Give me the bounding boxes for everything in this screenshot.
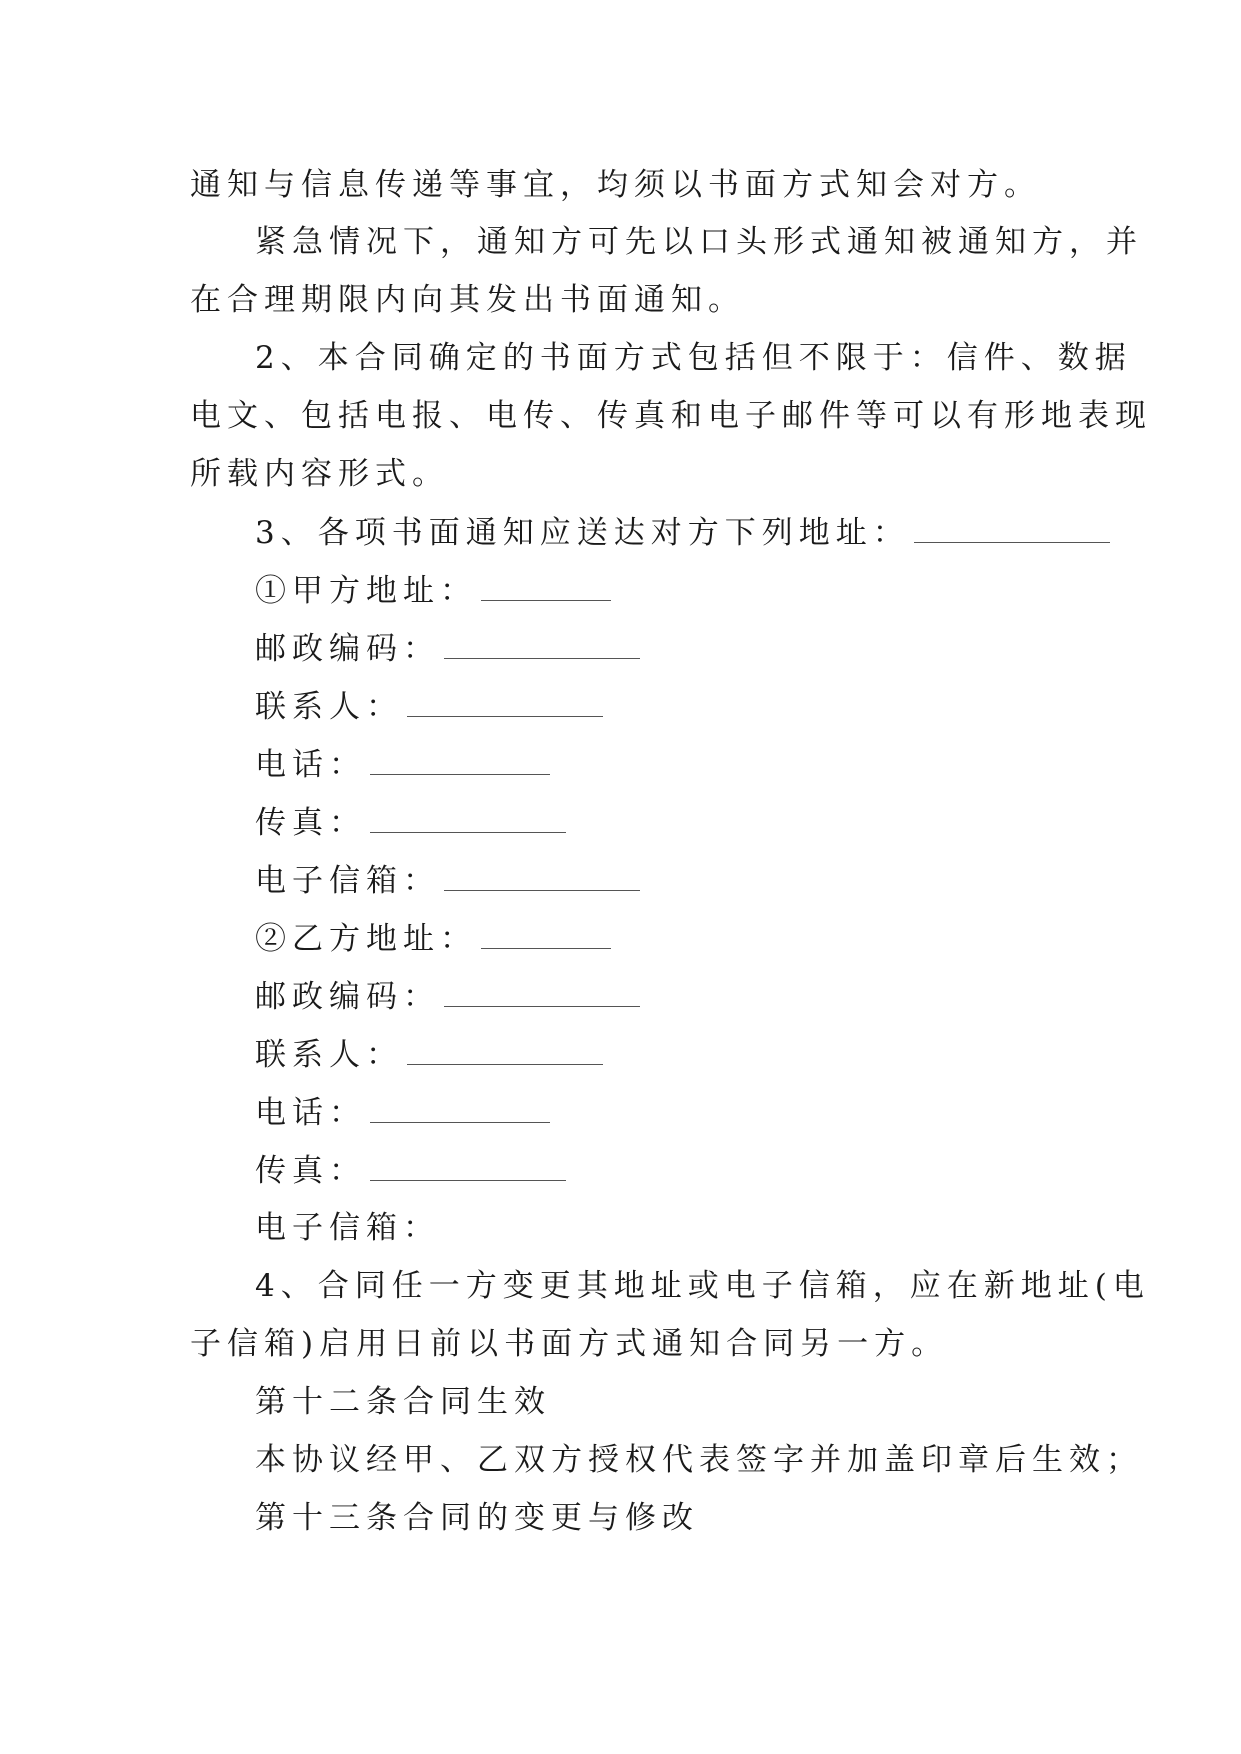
party-b-phone-line xyxy=(255,1092,550,1133)
line-text: 在合理期限内向其发出书面通知。 xyxy=(190,282,745,318)
paragraph-line xyxy=(255,1266,1150,1306)
line-text: 第十二条合同生效 xyxy=(255,1384,551,1420)
fill-in-blank[interactable] xyxy=(370,744,550,775)
party-b-contact-line xyxy=(255,1034,603,1075)
line-text: ①甲方地址： xyxy=(255,573,477,609)
line-text: 联系人： xyxy=(255,689,403,725)
fill-in-blank[interactable] xyxy=(481,918,611,949)
paragraph-line xyxy=(190,280,745,320)
line-text: 本协议经甲、乙双方授权代表签字并加盖印章后生效； xyxy=(255,1442,1143,1478)
party-a-contact-line xyxy=(255,686,603,727)
line-text: 邮政编码： xyxy=(255,631,440,667)
fill-in-blank[interactable] xyxy=(444,860,640,891)
fill-in-blank[interactable] xyxy=(407,686,603,717)
line-text: 所载内容形式。 xyxy=(190,456,449,492)
party-a-phone-line xyxy=(255,744,550,785)
fill-in-blank[interactable] xyxy=(370,1092,550,1123)
fill-in-blank[interactable] xyxy=(444,628,640,659)
line-text: 电话： xyxy=(255,747,366,783)
paragraph-line xyxy=(255,222,1143,262)
line-text: 2、本合同确定的书面方式包括但不限于：信件、数据 xyxy=(255,340,1132,376)
party-a-email-line xyxy=(255,860,640,901)
fill-in-blank[interactable] xyxy=(481,570,611,601)
paragraph-line xyxy=(190,1324,948,1364)
line-text: 4、合同任一方变更其地址或电子信箱，应在新地址(电 xyxy=(255,1268,1150,1304)
article-heading xyxy=(255,1498,699,1538)
line-text: 电文、包括电报、电传、传真和电子邮件等可以有形地表现 xyxy=(190,398,1152,434)
paragraph-line xyxy=(255,1440,1143,1480)
line-text: 3、各项书面通知应送达对方下列地址： xyxy=(255,515,910,551)
fill-in-blank[interactable] xyxy=(407,1034,603,1065)
line-text: 紧急情况下，通知方可先以口头形式通知被通知方，并 xyxy=(255,224,1143,260)
party-b-email-line xyxy=(255,1208,440,1248)
party-a-fax-line xyxy=(255,802,566,843)
fill-in-blank[interactable] xyxy=(370,1150,566,1181)
line-text: 第十三条合同的变更与修改 xyxy=(255,1500,699,1536)
line-text: ②乙方地址： xyxy=(255,921,477,957)
fill-in-blank[interactable] xyxy=(914,512,1110,543)
fill-in-blank[interactable] xyxy=(370,802,566,833)
line-text: 邮政编码： xyxy=(255,979,440,1015)
paragraph-line xyxy=(190,165,1041,205)
party-a-postcode-line xyxy=(255,628,640,669)
line-text: 传真： xyxy=(255,1153,366,1189)
party-b-postcode-line xyxy=(255,976,640,1017)
party-a-address-line xyxy=(255,570,611,611)
line-text: 电话： xyxy=(255,1095,366,1131)
line-text: 传真： xyxy=(255,805,366,841)
line-text: 电子信箱： xyxy=(255,1210,440,1246)
paragraph-line xyxy=(190,454,449,494)
line-text: 子信箱)启用日前以书面方式通知合同另一方。 xyxy=(190,1326,949,1362)
party-b-address-line xyxy=(255,918,611,959)
line-text: 电子信箱： xyxy=(255,863,440,899)
paragraph-line xyxy=(190,396,1152,436)
line-text: 联系人： xyxy=(255,1037,403,1073)
article-heading xyxy=(255,1382,551,1422)
line-text: 通知与信息传递等事宜，均须以书面方式知会对方。 xyxy=(190,167,1041,203)
paragraph-line xyxy=(255,338,1132,378)
party-b-fax-line xyxy=(255,1150,566,1191)
address-intro-line xyxy=(255,512,1110,553)
fill-in-blank[interactable] xyxy=(444,976,640,1007)
